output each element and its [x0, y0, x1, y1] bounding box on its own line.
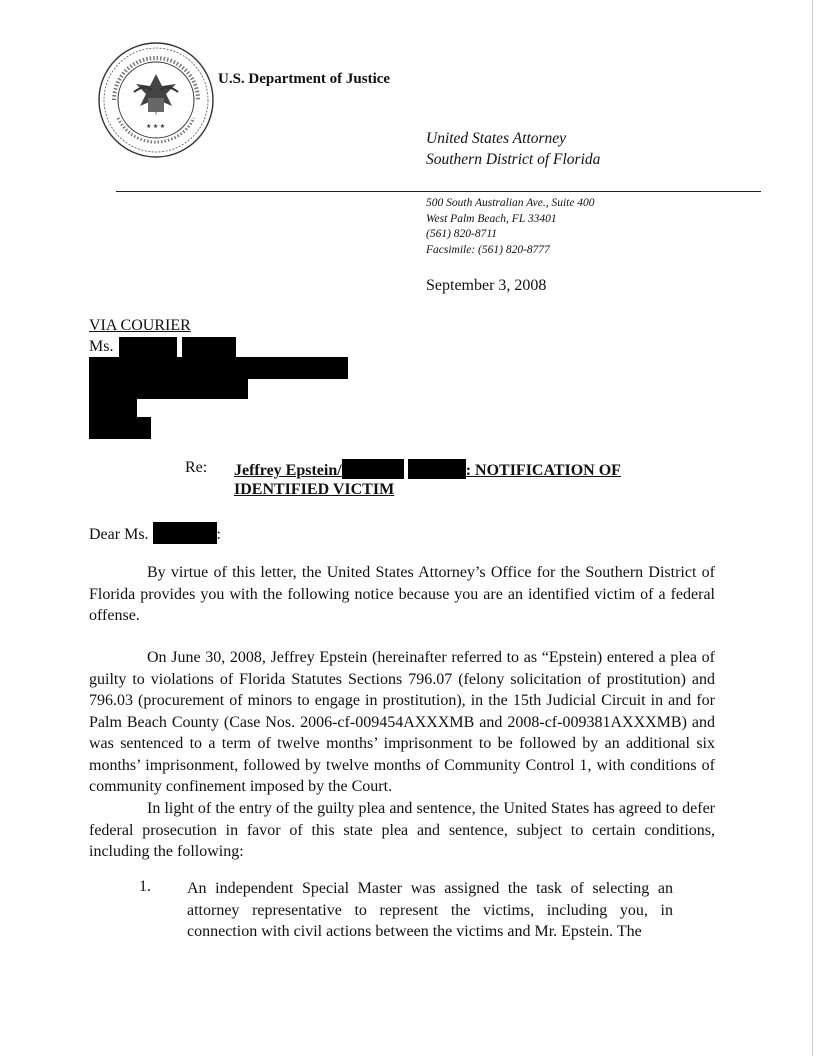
recipient-salutation: Ms. — [89, 338, 114, 355]
department-name: U.S. Department of Justice — [218, 71, 391, 87]
list-item-number: 1. — [139, 878, 151, 895]
redaction-block — [342, 459, 404, 479]
letter-date: September 3, 2008 — [426, 277, 547, 294]
department-of-justice-seal-icon — [96, 40, 216, 160]
delivery-method: VIA COURIER — [89, 317, 191, 334]
re-subject-notification: : NOTIFICATION OF — [465, 462, 621, 479]
body-paragraph-1-text: By virtue of this letter, the United States Attorney’s Office for the Southern District of Florida provides you with the following notice because you are an identified victim of a federal offense. — [89, 564, 715, 624]
address-street: 500 South Australian Ave., Suite 400 — [426, 197, 595, 209]
list-item-text: An independent Special Master was assigned the task of selecting an attorney representative to represent the victims, including you, in connection with civil actions between the victims and Mr. Epstein. The — [187, 880, 673, 940]
redaction-block — [89, 397, 137, 419]
address-block — [426, 196, 595, 258]
redaction-block — [119, 337, 177, 358]
greeting-suffix: : — [216, 526, 221, 543]
body-paragraph-2-text: On June 30, 2008, Jeffrey Epstein (hereinafter referred to as “Epstein) entered a plea of guilty to violations of Florida Statutes Sections 796.07 (felony solicitation of prostitution) and 796.03 (procurement of minors to engage in prostitution), in the 15th Judicial Circuit in and for Palm Beach County (Case Nos. 2006-cf-009454AXXXMB and 2008-cf-009381AXXXMB) and was sentenced to a term of twelve months’ imprisonment to be followed by an additional six months’ imprisonment, followed by twelve months of Community Control 1, with conditions of community confinement imposed by the Court. — [89, 649, 715, 795]
greeting-prefix: Dear Ms. — [89, 526, 149, 543]
header-divider — [116, 191, 761, 192]
redaction-block — [89, 357, 348, 379]
svg-text:★ ★ ★: ★ ★ ★ — [146, 124, 166, 130]
redaction-block — [89, 417, 151, 439]
office-district: Southern District of Florida — [426, 151, 601, 168]
address-fax: Facsimile: (561) 820-8777 — [426, 243, 550, 256]
re-subject-line1 — [234, 459, 621, 481]
body-paragraph-1 — [89, 562, 715, 627]
page-edge — [812, 0, 813, 1056]
office-block — [426, 128, 600, 170]
office-title: United States Attorney — [426, 130, 567, 147]
greeting — [89, 522, 221, 544]
redaction-block — [153, 522, 217, 544]
body-paragraph-3 — [89, 798, 715, 863]
re-subject-line2: IDENTIFIED VICTIM — [234, 481, 395, 498]
redaction-block — [182, 337, 236, 358]
body-paragraph-3-text: In light of the entry of the guilty plea and sentence, the United States has agreed to defer federal prosecution in favor of this state plea and sentence, subject to certain conditions, including the following: — [89, 800, 715, 860]
address-city: West Palm Beach, FL 33401 — [426, 212, 557, 225]
body-paragraph-2 — [89, 647, 715, 798]
redaction-block — [408, 459, 466, 479]
address-phone: (561) 820-8711 — [426, 228, 498, 240]
redaction-block — [89, 377, 248, 399]
re-label: Re: — [185, 459, 208, 476]
re-subject-name: Jeffrey Epstein/ — [234, 462, 342, 479]
